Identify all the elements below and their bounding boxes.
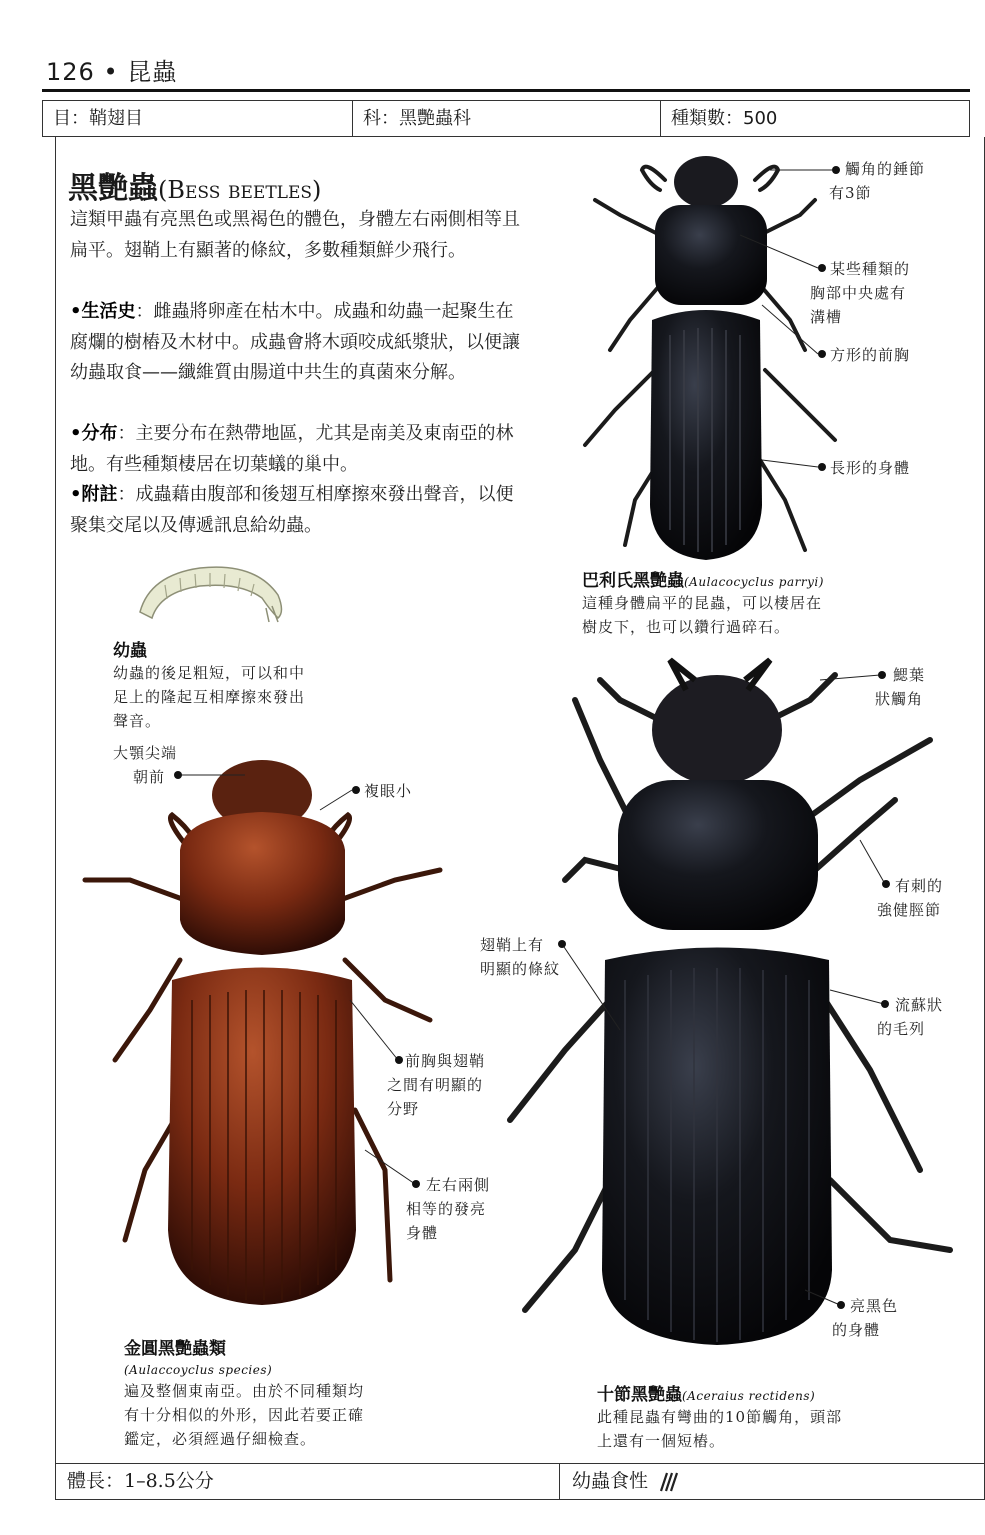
title-latin: (Bess beetles) <box>158 176 322 204</box>
label-line: 分野 <box>387 1100 420 1118</box>
caption-latin: (Aulaccoyclus species) <box>124 1363 273 1377</box>
header-bullet: • <box>103 58 119 86</box>
leader-dot <box>352 786 360 794</box>
label-spiny-tibia <box>877 874 944 922</box>
leader-dot <box>837 1301 845 1309</box>
beetle-2-image <box>85 760 440 1305</box>
caption-line: 幼蟲的後足粗短，可以和中 <box>113 664 306 682</box>
label-line: 鰓葉 <box>893 666 926 684</box>
label-glossy-body <box>832 1294 899 1342</box>
caption-title: 巴利氏黑艷蟲 <box>582 571 684 591</box>
leader-dot <box>878 671 886 679</box>
leader-dot <box>818 264 826 272</box>
caption-beetle-2 <box>124 1334 364 1451</box>
caption-line: 此種昆蟲有彎曲的10節觸角，頭部 <box>597 1408 843 1426</box>
page-number: 126 <box>46 58 95 86</box>
label-line: 某些種類的 <box>830 260 911 278</box>
larval-food-label: 幼蟲食性 <box>572 1470 649 1492</box>
caption-title: 十節黑艷蟲 <box>597 1385 682 1405</box>
label-line: 有3節 <box>829 184 872 202</box>
label-mandible <box>113 741 177 789</box>
label-division <box>387 1049 486 1121</box>
larva-image <box>140 567 282 622</box>
leader-dot <box>881 1000 889 1008</box>
label-line: 左右兩側 <box>426 1176 491 1194</box>
label-line: 的身體 <box>832 1321 881 1339</box>
label-line: 流蘇狀 <box>895 996 944 1014</box>
label-line: 前胸與翅鞘 <box>405 1052 486 1070</box>
label-line: 之間有明顯的 <box>387 1076 484 1094</box>
wood-icon <box>658 1471 680 1493</box>
leader-dot <box>882 880 890 888</box>
leader-dot <box>818 350 826 358</box>
label-line: 溝槽 <box>810 308 843 326</box>
note-label: •附註 <box>70 484 118 505</box>
caption-title: 幼蟲 <box>113 641 147 661</box>
label-line: 身體 <box>406 1224 439 1242</box>
caption-line: 有十分相似的外形，因此若要正確 <box>124 1406 365 1424</box>
caption-line: 這種身體扁平的昆蟲，可以棲居在 <box>582 594 823 612</box>
label-line: 相等的發亮 <box>406 1200 487 1218</box>
caption-line: 遍及整個東南亞。由於不同種類均 <box>124 1382 365 1400</box>
label-symmetry <box>406 1173 491 1245</box>
label-square-pronotum: 方形的前胸 <box>830 346 911 364</box>
leader-dot <box>412 1180 420 1188</box>
leader-dot <box>395 1056 403 1064</box>
caption-line: 鑑定，必須經過仔細檢查。 <box>124 1430 317 1448</box>
distribution-label: •分布 <box>70 423 118 444</box>
label-long-body: 長形的身體 <box>830 459 911 477</box>
larval-food <box>560 1464 680 1499</box>
caption-latin: (Aulacocyclus parryi) <box>684 575 824 589</box>
label-line: 的毛列 <box>877 1020 926 1038</box>
title-chinese: 黑艷蟲 <box>68 171 158 206</box>
caption-title: 金圓黑艷蟲類 <box>124 1339 226 1359</box>
section-title: 昆蟲 <box>127 58 178 86</box>
label-thorax-groove <box>810 257 911 329</box>
caption-latin: (Aceraius rectidens) <box>682 1389 816 1403</box>
caption-line: 樹皮下，也可以鑽行過碎石。 <box>582 618 791 636</box>
label-elytra-stripes <box>480 933 560 981</box>
footer-bar <box>55 1463 985 1500</box>
caption-larva <box>113 636 305 733</box>
label-line: 朝前 <box>133 768 166 786</box>
order-cell: 目：鞘翅目 <box>43 101 353 136</box>
leader-dot <box>832 166 840 174</box>
caption-line: 聲音。 <box>113 712 162 730</box>
label-antenna-club <box>829 157 926 205</box>
intro-text: 這類甲蟲有亮黑色或黑褐色的體色，身體左右兩側相等且扁平。翅鞘上有顯著的條紋，多數種類鮮少飛行。 <box>70 209 520 261</box>
leader-dot <box>818 463 826 471</box>
label-line: 胸部中央處有 <box>810 284 907 302</box>
caption-beetle-1 <box>582 566 824 639</box>
caption-line: 上還有一個短樁。 <box>597 1432 726 1450</box>
family-cell: 科：黑艷蟲科 <box>353 101 661 136</box>
label-lamellate-antenna <box>875 663 926 711</box>
life-history-label: •生活史 <box>70 301 136 322</box>
label-line: 強健脛節 <box>877 901 942 919</box>
label-line: 明顯的條紋 <box>480 960 561 978</box>
label-fringe-hairs <box>877 993 944 1041</box>
caption-beetle-3 <box>597 1380 842 1453</box>
distribution-text: ：主要分布在熱帶地區，尤其是南美及東南亞的林地。有些種類棲居在切葉蟻的巢中。 <box>70 423 514 475</box>
label-line: 有刺的 <box>895 877 944 895</box>
caption-line: 足上的隆起互相摩擦來發出 <box>113 688 306 706</box>
label-line: 觸角的錘節 <box>845 160 926 178</box>
label-small-eye: 複眼小 <box>364 782 413 800</box>
species-count-cell: 種類數：500 <box>671 108 778 129</box>
note-text: ：成蟲藉由腹部和後翅互相摩擦來發出聲音，以便聚集交尾以及傳遞訊息給幼蟲。 <box>70 484 514 536</box>
body-length: 體長：1–8.5公分 <box>55 1464 560 1499</box>
label-line: 狀觸角 <box>875 690 924 708</box>
label-line: 翅鞘上有 <box>480 936 545 954</box>
label-line: 亮黑色 <box>850 1297 899 1315</box>
beetle-1-image <box>585 156 835 560</box>
label-line: 大顎尖端 <box>113 744 178 762</box>
life-history-text: ：雌蟲將卵產在枯木中。成蟲和幼蟲一起聚生在腐爛的樹樁及木材中。成蟲會將木頭咬成紙漿狀，以便讓幼蟲取食——纖維質由腸道中共生的真菌來分解。 <box>70 301 520 383</box>
